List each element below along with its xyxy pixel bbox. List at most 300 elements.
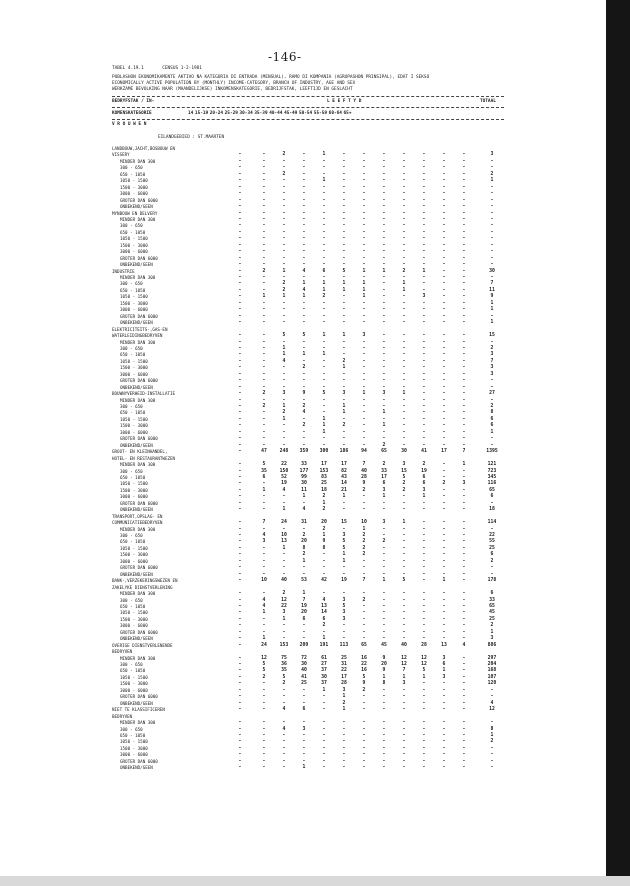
age-cell: 2 [322,494,326,500]
income-category-label: MINDER DAN 300 [120,339,156,345]
age-cell: - [282,242,286,248]
age-cell: - [262,481,266,487]
age-cell: 19 [421,468,427,474]
age-cell: - [238,655,242,661]
table-row [112,288,512,294]
age-cell: - [282,397,286,403]
age-cell: - [342,294,346,300]
age-cell: - [402,339,406,345]
age-cell: - [262,165,266,171]
age-cell: - [322,397,326,403]
age-cell: - [282,236,286,242]
age-cell: 10 [261,578,267,584]
income-category-label: GROTER DAN 6000 [120,629,158,635]
age-cell: - [462,242,466,248]
age-cell: - [462,287,466,293]
age-cell: 5 [362,674,366,680]
income-category-label: 3000 - 6000 [120,307,148,313]
age-cell: - [402,242,406,248]
total-cell: 15 [489,333,495,339]
age-cell: - [238,578,242,584]
age-cell: - [302,249,306,255]
age-cell: - [422,184,426,190]
total-cell: - [490,442,494,448]
age-cell: - [262,616,266,622]
age-cell: - [382,765,386,771]
age-cell: - [422,694,426,700]
age-cell: 6 [422,474,426,480]
age-cell: - [462,539,466,545]
age-cell: - [238,320,242,326]
age-cell: 1 [342,558,346,564]
age-cell: - [382,352,386,358]
age-cell: - [422,739,426,745]
age-cell: 1 [322,429,326,435]
age-cell: 14 [341,481,347,487]
age-cell: - [282,378,286,384]
total-cell: - [490,197,494,203]
income-category-label: 650 - 1050 [120,539,146,545]
age-cell: 6 [422,481,426,487]
age-cell: - [238,739,242,745]
age-cell: - [442,204,446,210]
age-cell: - [422,423,426,429]
age-cell: - [442,410,446,416]
age-cell: - [238,603,242,609]
age-cell: - [282,720,286,726]
age-cell: - [342,507,346,513]
age-cell: - [382,700,386,706]
age-cell: - [422,565,426,571]
age-cell: - [462,662,466,667]
age-cell: - [442,339,446,345]
age-cell: 1 [302,494,306,500]
age-cell: - [442,404,446,409]
age-cell: - [442,236,446,242]
age-cell: 2 [362,552,366,558]
age-cell: 12 [261,655,267,661]
age-cell: - [402,300,406,306]
age-cell: - [302,197,306,203]
age-cell: - [342,339,346,345]
total-cell: - [490,758,494,764]
age-cell: - [422,307,426,313]
age-cell: 4 [302,287,306,293]
age-cell: - [402,423,406,429]
age-cell: 8 [322,545,326,551]
age-cell: - [238,287,242,293]
age-cell: - [362,184,366,190]
age-cell: - [422,171,426,177]
age-cell: - [422,275,426,280]
age-cell: 2 [402,487,406,493]
age-cell: - [442,591,446,597]
age-cell: 28 [421,642,427,648]
header-age-label: L E E F T Y D [327,99,362,104]
age-cell: - [382,745,386,751]
age-cell: - [442,158,446,164]
age-cell: - [422,552,426,558]
age-cell: 3 [282,391,286,397]
age-cell: - [362,378,366,384]
age-cell: - [322,191,326,197]
age-cell: 40 [401,642,407,648]
age-cell: - [422,191,426,197]
age-cell: - [238,629,242,635]
age-cell: - [382,320,386,326]
table-row [112,256,512,262]
age-cell: - [262,442,266,448]
age-cell: - [422,681,426,687]
age-cell: 10 [281,533,287,538]
age-cell: 3 [342,610,346,616]
age-cell: - [382,384,386,390]
age-cell: - [342,345,346,351]
age-cell: 4 [282,707,286,713]
age-cell: - [322,223,326,229]
income-category-label: 300 - 650 [120,726,143,732]
age-cell: - [322,765,326,771]
age-cell: - [302,345,306,351]
age-cell: - [342,732,346,738]
age-cell: 113 [339,642,349,648]
age-cell: - [462,442,466,448]
age-cell: - [238,365,242,371]
age-cell: - [322,739,326,745]
age-cell: - [238,707,242,713]
age-cell: - [262,216,266,222]
age-cell: 4 [262,533,266,538]
age-cell: - [382,333,386,339]
age-cell: - [382,300,386,306]
age-cell: - [362,629,366,635]
age-cell: - [362,191,366,197]
total-cell: 6 [490,494,494,500]
age-cell: 5 [322,391,326,397]
age-cell: - [422,404,426,409]
age-cell: - [238,591,242,597]
age-cell: - [302,745,306,751]
age-cell: - [238,242,242,248]
age-cell: 2 [362,597,366,603]
table-branch-row [112,146,512,152]
age-cell: - [462,533,466,538]
age-cell: - [402,216,406,222]
header-row-2 [112,111,352,117]
age-cell: - [442,429,446,435]
age-cell: - [422,178,426,184]
age-cell: - [322,242,326,248]
age-cell: - [322,229,326,235]
age-cell: - [442,333,446,339]
age-cell: - [422,416,426,422]
age-cell: - [302,262,306,268]
age-cell: - [262,191,266,197]
age-cell: - [402,494,406,500]
age-cell: - [402,687,406,693]
age-cell: - [382,242,386,248]
income-category-label: 1500 - 3000 [120,300,148,306]
total-cell: 116 [487,481,497,487]
total-cell: 1 [490,629,494,635]
table-row [112,281,512,287]
age-cell: - [238,384,242,390]
age-cell: - [462,565,466,571]
income-category-label: 650 - 1050 [120,732,146,738]
age-cell: - [342,429,346,435]
age-cell: - [422,352,426,358]
age-cell: 15 [401,468,407,474]
age-cell: - [342,436,346,442]
age-cell: 300 [319,449,329,455]
age-cell: - [342,442,346,448]
age-cell: 37 [321,668,327,674]
age-cell: - [238,481,242,487]
age-cell: - [238,674,242,680]
age-cell: - [462,623,466,629]
age-cell: - [462,268,466,274]
age-cell: - [262,410,266,416]
age-cell: 7 [462,449,466,455]
table-row [112,159,512,165]
total-cell: 204 [487,662,497,667]
page-number: -146- [268,50,302,64]
age-cell: - [422,610,426,616]
age-cell: - [262,681,266,687]
table-row [112,591,512,597]
age-cell: - [282,765,286,771]
age-cell: 2 [322,507,326,513]
age-cell: - [362,565,366,571]
total-cell: - [490,378,494,384]
age-cell: - [282,223,286,229]
age-cell: - [322,197,326,203]
age-cell: 186 [339,449,349,455]
age-cell: - [422,333,426,339]
table-row [112,243,512,249]
age-cell: - [302,378,306,384]
age-cell: 3 [382,520,386,526]
age-cell: 1 [342,333,346,339]
table-branch-row [112,327,512,333]
age-cell: - [462,429,466,435]
age-cell: - [382,158,386,164]
age-cell: - [238,333,242,339]
total-cell: 11 [489,287,495,293]
total-cell: 1 [490,178,494,184]
branch-label: BANK-,VERZEKERINGSWEZEN EN [112,578,178,584]
age-cell: - [462,178,466,184]
age-cell: 153 [279,642,289,648]
income-category-label: 650 - 1050 [120,229,146,235]
total-cell: 3 [490,636,494,642]
age-cell: - [262,262,266,268]
age-cell: - [382,636,386,642]
age-cell: - [282,197,286,203]
age-cell: - [342,565,346,571]
age-cell: - [282,339,286,345]
income-category-label: ONBEKEND/GEEN [120,262,153,268]
age-cell: - [402,171,406,177]
age-cell: - [382,262,386,268]
age-cell: 2 [362,545,366,551]
age-cell: - [362,236,366,242]
age-cell: 3 [262,539,266,545]
age-cell: - [302,242,306,248]
table-row [112,488,512,494]
income-category-label: 1500 - 3000 [120,745,148,751]
age-cell: 2 [362,687,366,693]
total-cell: - [490,339,494,345]
age-cell: 16 [361,655,367,661]
age-cell: 5 [422,668,426,674]
total-cell: 107 [487,674,497,680]
age-cell: - [238,281,242,287]
age-cell: - [262,552,266,558]
age-cell: - [402,707,406,713]
total-cell: 18 [489,507,495,513]
age-cell: - [382,565,386,571]
age-cell: - [322,591,326,597]
age-cell: - [302,178,306,184]
age-cell: - [302,436,306,442]
age-cell: - [282,423,286,429]
age-cell: - [402,404,406,409]
total-cell: 345 [487,474,497,480]
age-cell: - [422,339,426,345]
age-cell: 4 [302,268,306,274]
age-cell: - [422,758,426,764]
age-cell: - [362,726,366,732]
income-category-label: 1500 - 3000 [120,365,148,371]
age-cell: 1 [402,287,406,293]
age-cell: 75 [281,655,287,661]
income-category-label: 1500 - 3000 [120,184,148,190]
age-cell: - [262,423,266,429]
age-cell: - [262,204,266,210]
total-cell: 4 [490,700,494,706]
age-cell: - [342,236,346,242]
total-cell: - [490,255,494,261]
age-cell: 153 [319,468,329,474]
age-cell: 1 [382,578,386,584]
age-cell: - [442,436,446,442]
table-row [112,217,512,223]
age-cell: - [302,223,306,229]
table-row [112,752,512,758]
age-cell: - [322,300,326,306]
table-row [112,552,512,558]
age-cell: - [382,255,386,261]
age-cell: - [422,603,426,609]
age-cell: 8 [302,545,306,551]
age-cell: - [362,358,366,364]
age-cell: - [362,558,366,564]
age-cell: - [362,591,366,597]
age-cell: - [342,526,346,532]
age-cell: 1 [302,591,306,597]
table-row [112,436,512,442]
table-branch-row [112,152,512,158]
age-cell: - [422,539,426,545]
age-cell: 191 [319,642,329,648]
age-cell: - [238,345,242,351]
age-cell: - [462,358,466,364]
age-cell: - [382,358,386,364]
age-cell: - [262,242,266,248]
age-cell: - [442,739,446,745]
age-cell: 2 [322,294,326,300]
age-cell: 40 [281,578,287,584]
total-cell: - [490,229,494,235]
age-cell: - [422,365,426,371]
age-cell: 2 [322,623,326,629]
age-cell: 19 [281,481,287,487]
branch-label: COMMUNICATIEBEDRYVEN [112,520,163,526]
age-cell: - [302,210,306,216]
age-cell: - [402,262,406,268]
age-cell: 94 [361,449,367,455]
age-cell: 9 [362,681,366,687]
total-cell: - [490,191,494,197]
age-cell: - [238,668,242,674]
age-cell: - [422,507,426,513]
income-category-label: 3000 - 6000 [120,371,148,377]
age-cell: - [262,339,266,345]
income-category-label: ONBEKEND/GEEN [120,442,153,448]
age-cell: 2 [282,171,286,177]
age-cell: - [238,500,242,506]
age-cell: 3 [342,616,346,622]
age-cell: - [402,191,406,197]
age-cell: - [322,345,326,351]
age-cell: - [382,526,386,532]
table-row [112,417,512,423]
age-cell: 2 [342,358,346,364]
age-cell: 4 [302,507,306,513]
age-cell: - [302,739,306,745]
table-row [112,604,512,610]
age-cell: 1 [422,674,426,680]
age-cell: - [402,429,406,435]
header-rule-top [112,96,504,97]
age-cell: - [422,745,426,751]
age-cell: - [238,216,242,222]
age-cell: - [402,384,406,390]
age-cell: 1 [262,636,266,642]
age-cell: - [442,152,446,158]
table-row [112,668,512,674]
age-cell: - [382,687,386,693]
age-cell: - [282,165,286,171]
age-cell: - [382,429,386,435]
age-cell: - [442,242,446,248]
total-cell: 886 [487,642,497,648]
age-cell: - [238,210,242,216]
age-cell: - [462,636,466,642]
age-cell: - [322,236,326,242]
age-cell: 53 [301,578,307,584]
age-cell: - [442,610,446,616]
age-cell: - [238,275,242,280]
age-cell: - [262,229,266,235]
age-cell: - [462,171,466,177]
age-cell: - [342,171,346,177]
age-cell: 1 [322,178,326,184]
age-cell: - [462,552,466,558]
age-cell: 3 [382,391,386,397]
table-branch-row [112,649,512,655]
